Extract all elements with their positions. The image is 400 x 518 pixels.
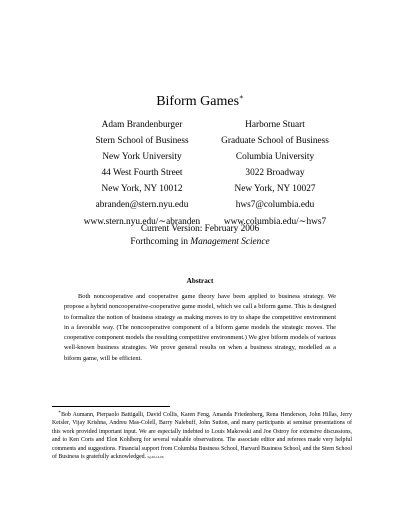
author-affiliation: Graduate School of Business <box>221 136 329 147</box>
author-email: abranden@stern.nyu.edu <box>95 200 189 211</box>
author-institution: Columbia University <box>235 152 315 163</box>
footnote-text: Bob Aumann, Pierpaolo Battigalli, David Collis, Karen Feng, Amanda Friedenberg, Rena Henderson, John Hillas, Jerry Keisler, Vijay Krishna, Andreu Mas-Colell, Barry Nalebuff, John Sutton, and many participants at seminar presentations of this work provided important input. We are especially indebted to Louis Makowski and Joe Ostroy for extensive discussions, and to Ken Corts and Elon Kohlberg for several valuable observations. The associate editor and referees made very helpful comments and suggestions. Financial support from Columbia Business School, Harvard Business School, and the Stern School of Business is gratefully acknowledged. <box>52 411 352 461</box>
author-name: Harborne Stuart <box>245 120 305 130</box>
forthcoming-line <box>0 236 400 249</box>
author-street: 3022 Broadway <box>245 168 305 179</box>
abstract-heading: Abstract <box>186 277 214 285</box>
author-url: www.stern.nyu.edu/∼abranden <box>83 216 201 227</box>
author-block-stuart <box>210 117 340 230</box>
abstract-body: Both noncooperative and cooperative game theory have been applied to business strategy. We propose a hybrid noncooperative-cooperative game model, which we call a biform game. This is designed to formalize the notion of business strategy as making moves to try to shape the competitive environment in a favorable way. (The noncooperative component of a biform game models the strategic moves. The cooperative component models the resulting competitive environment.) We give biform models of various well-known business strategies. We prove general results on when a business strategy, modelled as a biform game, will be efficient. <box>64 293 336 362</box>
author-block-brandenburger <box>80 117 204 230</box>
current-version: Current Version: February 2006 <box>140 224 260 234</box>
forthcoming-prefix: Forthcoming in <box>130 237 188 247</box>
title-footnote-mark: ∗ <box>239 93 244 101</box>
title-text: Biform Games <box>156 94 240 109</box>
author-email: hws7@columbia.edu <box>235 200 315 211</box>
footnote-version-code: bg-02-14-06 <box>147 455 164 460</box>
footnote <box>52 408 352 462</box>
author-street: 44 West Fourth Street <box>101 168 183 179</box>
paper-title <box>0 93 400 110</box>
author-institution: New York University <box>102 152 182 163</box>
author-affiliation: Stern School of Business <box>95 136 189 147</box>
author-city: New York, NY 10012 <box>101 184 183 195</box>
author-url: www.columbia.edu/∼hws7 <box>223 216 327 227</box>
footnote-rule <box>52 406 170 407</box>
version-block <box>0 223 400 249</box>
author-name: Adam Brandenburger <box>101 120 183 130</box>
footnote-mark: ∗ <box>58 409 62 414</box>
author-city: New York, NY 10027 <box>234 184 316 195</box>
journal-name: Management Science <box>190 237 270 247</box>
